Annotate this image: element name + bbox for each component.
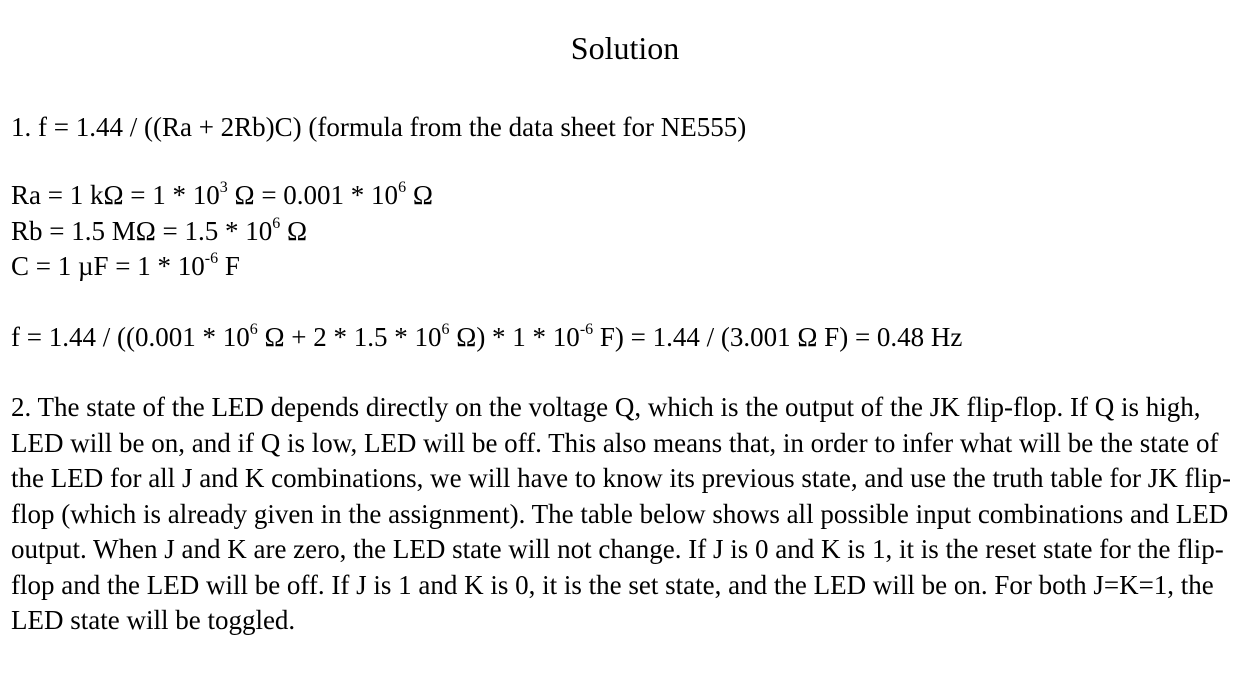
c-prefix: C = 1 µF = 1 * 10 (11, 251, 205, 281)
calc-exponent-2: 6 (441, 321, 450, 338)
formula-line: 1. f = 1.44 / ((Ra + 2Rb)C) (formula from the data sheet for NE555) (11, 112, 747, 142)
frequency-calculation-line (11, 320, 962, 355)
c-line (11, 249, 240, 284)
rb-prefix: Rb = 1.5 MΩ = 1.5 * 10 (11, 216, 273, 246)
calc-exponent-1: 6 (249, 321, 258, 338)
calc-part-1: f = 1.44 / ((0.001 * 10 (11, 322, 250, 352)
ra-line (11, 178, 433, 213)
rb-suffix: Ω (280, 216, 308, 246)
calc-part-3: Ω) * 1 * 10 (449, 322, 580, 352)
c-exponent: -6 (204, 250, 219, 267)
page-title: Solution (570, 30, 680, 66)
ra-exponent-2: 6 (398, 179, 407, 196)
rb-exponent: 6 (272, 215, 281, 232)
calc-part-4: F) = 1.44 / (3.001 Ω F) = 0.48 Hz (593, 322, 963, 352)
ra-suffix: Ω (406, 180, 433, 210)
calc-part-2: Ω + 2 * 1.5 * 10 (257, 322, 442, 352)
led-state-paragraph: 2. The state of the LED depends directly on the voltage Q, which is the output of the JK flip-flop. If Q is high, LED will be on, and if Q is low, LED will be off. This also means that, in order to infer what will be the state of the LED for all J and K combinations, we will have to know its previous state, and use the truth table for JK flip-flop (which is already given in the assignment). The table below shows all possible input combinations and LED output. When J and K are zero, the LED state will not change. If J is 0 and K is 1, it is the reset state for the flip-flop and the LED will be off. If J is 1 and K is 0, it is the set state, and the LED will be on. For both J=K=1, the LED state will be toggled. (11, 392, 1231, 635)
c-suffix: F (218, 251, 240, 281)
calc-exponent-3: -6 (579, 321, 594, 338)
rb-line (11, 214, 307, 249)
ra-exponent-1: 3 (219, 179, 228, 196)
ra-prefix: Ra = 1 kΩ = 1 * 10 (11, 180, 220, 210)
ra-mid: Ω = 0.001 * 10 (227, 180, 399, 210)
